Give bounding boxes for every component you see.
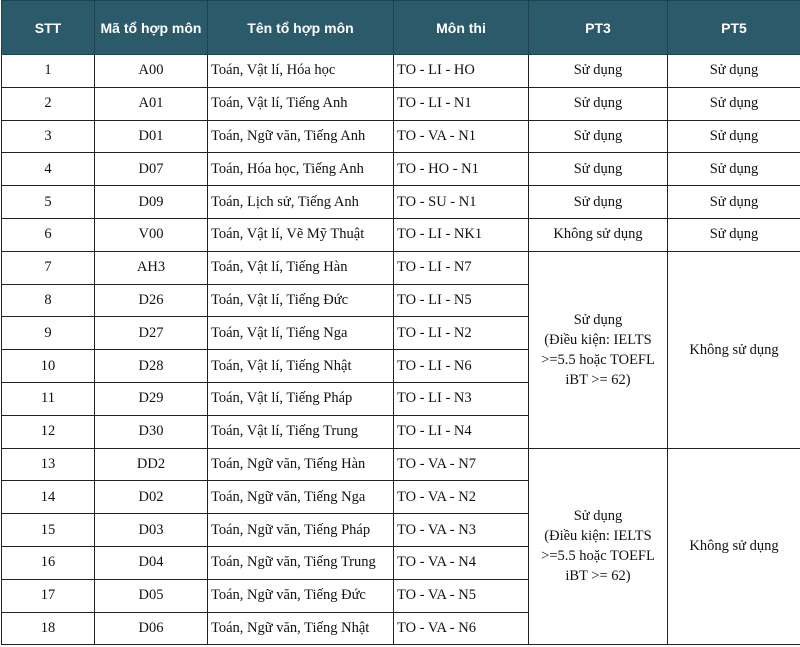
cell-stt: 6 [2,218,95,251]
cell-stt: 14 [2,481,95,514]
cell-ma: D29 [95,382,208,415]
cell-mon: TO - LI - N4 [394,415,529,448]
cell-ma: D27 [95,317,208,350]
cell-ma: V00 [95,218,208,251]
cell-ten: Toán, Vật lí, Vẽ Mỹ Thuật [208,218,394,251]
cell-pt3-group-1 [529,251,668,448]
pt3-condition-line: iBT >= 62) [565,568,631,585]
cell-ma: D09 [95,186,208,219]
cell-ma: D02 [95,481,208,514]
cell-mon: TO - LI - N7 [394,251,529,284]
cell-stt: 13 [2,448,95,481]
table-row [2,186,800,219]
cell-ten: Toán, Ngữ văn, Tiếng Đức [208,579,394,612]
cell-stt: 15 [2,514,95,547]
header-stt: STT [2,1,95,55]
cell-pt3: Sử dụng [529,186,668,219]
cell-stt: 1 [2,55,95,88]
cell-ten: Toán, Vật lí, Hóa học [208,55,394,88]
cell-pt3: Sử dụng [529,120,668,153]
cell-stt: 3 [2,120,95,153]
header-ma-to-hop: Mã tổ hợp môn [95,1,208,55]
cell-pt3: Không sử dụng [529,218,668,251]
table-row [2,251,800,284]
cell-stt: 18 [2,612,95,645]
cell-ten: Toán, Ngữ văn, Tiếng Anh [208,120,394,153]
pt3-condition-line: (Điều kiện: IELTS [544,331,652,348]
cell-ma: D04 [95,546,208,579]
cell-ten: Toán, Vật lí, Tiếng Đức [208,284,394,317]
cell-pt5: Sử dụng [668,186,800,219]
pt3-condition-line: >=5.5 hoặc TOEFL [541,351,655,368]
table-row [2,218,800,251]
header-pt3: PT3 [529,1,668,55]
cell-mon: TO - VA - N2 [394,481,529,514]
cell-pt5: Sử dụng [668,120,800,153]
cell-pt5-group-1: Không sử dụng [668,251,800,448]
table-row [2,153,800,186]
cell-ten: Toán, Hóa học, Tiếng Anh [208,153,394,186]
cell-stt: 16 [2,546,95,579]
cell-ma: A00 [95,55,208,88]
cell-ma: A01 [95,87,208,120]
cell-ten: Toán, Ngữ văn, Tiếng Nga [208,481,394,514]
cell-ten: Toán, Vật lí, Tiếng Trung [208,415,394,448]
cell-stt: 9 [2,317,95,350]
cell-pt5-group-2: Không sử dụng [668,448,800,645]
cell-pt3: Sử dụng [529,153,668,186]
table-row [2,55,800,88]
cell-ten: Toán, Vật lí, Tiếng Hàn [208,251,394,284]
cell-ma: D07 [95,153,208,186]
cell-mon: TO - VA - N7 [394,448,529,481]
cell-stt: 5 [2,186,95,219]
cell-stt: 7 [2,251,95,284]
table-row [2,87,800,120]
cell-pt5: Sử dụng [668,87,800,120]
cell-ten: Toán, Ngữ văn, Tiếng Hàn [208,448,394,481]
cell-mon: TO - LI - N5 [394,284,529,317]
pt3-condition-line: >=5.5 hoặc TOEFL [541,548,655,565]
cell-mon: TO - LI - N3 [394,382,529,415]
cell-stt: 10 [2,350,95,383]
cell-mon: TO - VA - N1 [394,120,529,153]
cell-ten: Toán, Vật lí, Tiếng Nga [208,317,394,350]
cell-stt: 17 [2,579,95,612]
header-mon-thi: Môn thi [394,1,529,55]
cell-mon: TO - LI - NK1 [394,218,529,251]
cell-mon: TO - LI - N6 [394,350,529,383]
cell-mon: TO - VA - N3 [394,514,529,547]
pt3-condition-line: iBT >= 62) [565,371,631,388]
cell-mon: TO - SU - N1 [394,186,529,219]
cell-pt3: Sử dụng [529,87,668,120]
cell-ten: Toán, Ngữ văn, Tiếng Pháp [208,514,394,547]
cell-pt3-group-2 [529,448,668,645]
cell-stt: 4 [2,153,95,186]
cell-pt3: Sử dụng [529,55,668,88]
cell-ma: D03 [95,514,208,547]
pt3-condition-line: Sử dụng [573,311,623,328]
cell-ma: DD2 [95,448,208,481]
cell-ten: Toán, Lịch sử, Tiếng Anh [208,186,394,219]
cell-ten: Toán, Vật lí, Tiếng Pháp [208,382,394,415]
cell-mon: TO - VA - N5 [394,579,529,612]
cell-stt: 11 [2,382,95,415]
cell-ma: D05 [95,579,208,612]
cell-ten: Toán, Vật lí, Tiếng Anh [208,87,394,120]
subject-combination-table [1,0,800,645]
cell-ten: Toán, Ngữ văn, Tiếng Nhật [208,612,394,645]
cell-stt: 8 [2,284,95,317]
cell-ma: AH3 [95,251,208,284]
cell-mon: TO - LI - HO [394,55,529,88]
header-row [2,1,800,55]
cell-mon: TO - VA - N6 [394,612,529,645]
cell-ma: D26 [95,284,208,317]
header-pt5: PT5 [668,1,800,55]
cell-ten: Toán, Ngữ văn, Tiếng Trung [208,546,394,579]
cell-mon: TO - LI - N2 [394,317,529,350]
cell-pt5: Sử dụng [668,153,800,186]
cell-mon: TO - HO - N1 [394,153,529,186]
cell-mon: TO - LI - N1 [394,87,529,120]
cell-ma: D30 [95,415,208,448]
cell-ma: D28 [95,350,208,383]
cell-ma: D06 [95,612,208,645]
table-row [2,120,800,153]
pt3-condition-line: (Điều kiện: IELTS [544,528,652,545]
cell-stt: 2 [2,87,95,120]
cell-pt5: Sử dụng [668,55,800,88]
table-row [2,448,800,481]
cell-pt5: Sử dụng [668,218,800,251]
header-ten-to-hop: Tên tổ hợp môn [208,1,394,55]
cell-mon: TO - VA - N4 [394,546,529,579]
cell-ten: Toán, Vật lí, Tiếng Nhật [208,350,394,383]
cell-ma: D01 [95,120,208,153]
pt3-condition-line: Sử dụng [573,508,623,525]
cell-stt: 12 [2,415,95,448]
